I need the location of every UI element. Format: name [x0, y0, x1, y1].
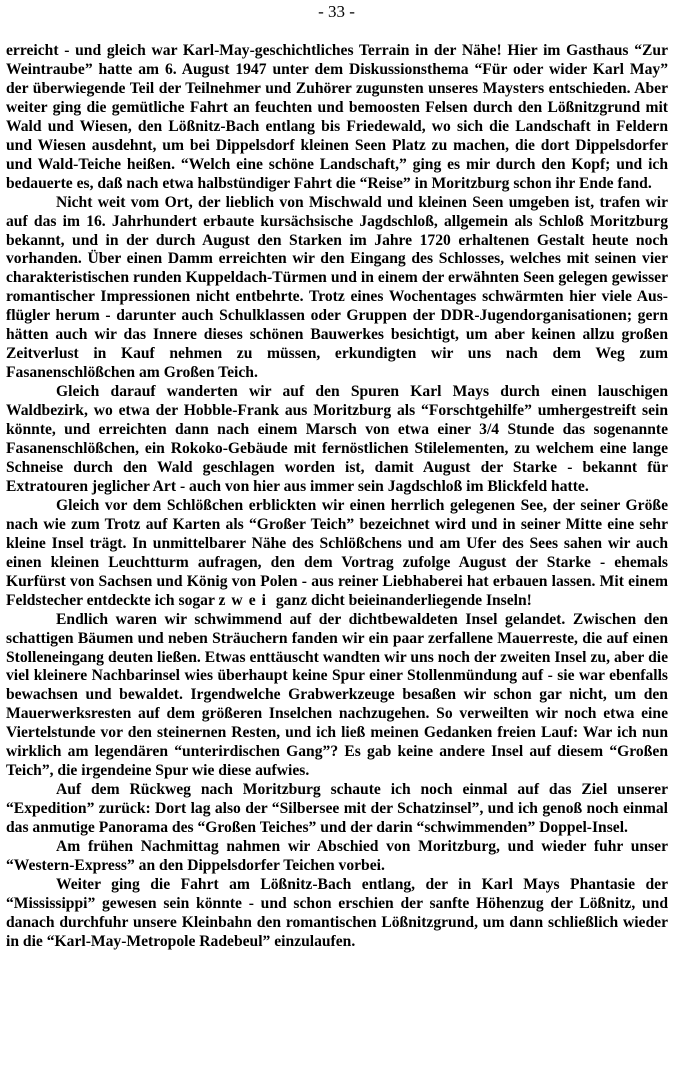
- paragraph-2: Nicht weit vom Ort, der lieblich von Mischwald und kleinen Seen umgeben ist, trafen wir auf das im 16. Jahrhundert erbaute kursächsische Jagdschloß, allgemein als Schloß Moritzburg bekannt, und in der durch August den Starken im Jahre 1720 erhaltenen Gestalt heute noch vorhanden. Über einen Damm erreichten wir den Eingang des Schlosses, welches mit seinen vier charakteristischen runden Kuppeldach-Türmen und in einem der erwähnten Seen gelegen gewisser romantischer Impressionen nicht entbehrte. Trotz eines Wochentages schwärmten hier viele Ausflügler herum - darunter auch Schulklassen oder Gruppen der DDR-Jugendorganisationen; gern hätten auch wir das Innere dieses schönen Bauwerkes besichtigt, um aber keinen allzu großen Zeitverlust in Kauf nehmen zu müssen, erkundigten wir uns nach dem Weg zum Fasanenschlößchen am Großen Teich.: [6, 193, 668, 382]
- paragraph-6: Auf dem Rückweg nach Moritzburg schaute ich noch einmal auf das Ziel unserer “Expedition” zurück: Dort lag also der “Silbersee mit der Schatzinsel”, und ich genoß noch einmal das anmutige Panorama des “Großen Teiches” und der darin “schwimmenden” Doppel-Insel.: [6, 781, 668, 837]
- emphasized-word: zwei: [218, 591, 272, 609]
- paragraph-7: Am frühen Nachmittag nahmen wir Abschied von Moritzburg, und wieder fuhr unser “Western-Express” an den Dippelsdorfer Teichen vorbei.: [6, 838, 668, 874]
- paragraph-4: [6, 497, 668, 611]
- page-number: - 33 -: [318, 2, 355, 21]
- paragraph-1: erreicht - und gleich war Karl-May-geschichtliches Terrain in der Nähe! Hier im Gasthaus “Zur Weintraube” hatte am 6. August 1947 unter dem Diskussionsthema “Für oder wider Karl May” der überwiegende Teil der Teilnehmer und Zuhörer zugunsten unseres Maysters entschieden. Aber weiter ging die gemütliche Fahrt an feuchten und bemoosten Felsen durch den Lößnitzgrund mit Wald und Wiesen, den Lößnitz-Bach entlang bis Friedewald, wo sich die Landschaft in Feldern und Wiesen ausdehnt, um bei Dippelsdorf kleinen Seen Platz zu machen, die dort Dippelsdorfer und Wald-Teiche heißen. “Welch eine schöne Landschaft,” ging es mir durch den Kopf; und ich bedauerte es, daß nach etwa halbstündiger Fahrt die “Reise” in Moritzburg schon ihr Ende fand.: [6, 42, 668, 192]
- body-text: [6, 42, 668, 952]
- paragraph-4-end: ganz dicht beieinanderliegende Inseln!: [275, 591, 532, 609]
- paragraph-5: Endlich waren wir schwimmend auf der dichtbewaldeten Insel gelandet. Zwischen den schattigen Bäumen und neben Sträuchern fanden wir ein paar zerfallene Mauerreste, die auf einen Stolleneingang deuten ließen. Etwas enttäuscht wandten wir uns noch der zweiten Insel zu, aber die viel kleinere Nachbarinsel wies überhaupt keine Spur einer Stollenmündung auf - sie war ebenfalls bewachsen und bewaldet. Irgendwelche Grabwerkzeuge besaßen wir schon gar nicht, um den Mauerwerksresten auf dem größeren Inselchen nachzugehen. So verweilten wir noch etwa eine Viertelstunde vor den steinernen Resten, und ich ließ meinen Gedanken freien Lauf: War ich nun wirklich am legendären “unterirdischen Gang”? Es gab keine andere Insel auf diesem “Großen Teich”, die irgendeine Spur wie diese aufwies.: [6, 610, 668, 780]
- paragraph-4-text: Gleich vor dem Schlößchen erblickten wir einen herrlich gelegenen See, der seiner Größe nach wie zum Trotz auf Karten als “Großer Teich” bezeichnet wird und in seiner Mitte eine sehr kleine Insel trägt. In unmittelbarer Nähe des Schlößchens und am Ufer des Sees sahen wir auch einen kleinen Leuchtturm aufragen, den dem Vortrag zufolge August der Starke - ehemals Kurfürst von Sachsen und König von Polen - aus reiner Liebhaberei hat erbauen lassen. Mit einem Feldstecher entdeckte ich sogar: [6, 496, 668, 609]
- paragraph-8: Weiter ging die Fahrt am Lößnitz-Bach entlang, der in Karl Mays Phantasie der “Mississippi” gewesen sein könnte - und schon erschien der sanfte Höhenzug der Lößnitz, und danach durchfuhr unsere Kleinbahn den romantischen Lößnitzgrund, um dann schließlich wieder in die “Karl-May-Metropole Radebeul” einzulaufen.: [6, 875, 668, 950]
- paragraph-3: Gleich darauf wanderten wir auf den Spuren Karl Mays durch einen lauschigen Waldbezirk, wo etwa der Hobble-Frank aus Moritzburg als “Forschtgehilfe” umhergestreift sein könnte, und erreichten dann nach einem Marsch von etwa einer 3/4 Stunde das sogenannte Fasanenschlößchen, ein Rokoko-Gebäude mit fernöstlichen Stilelementen, zu welchem eine lange Schneise durch den Wald geschlagen worden ist, damit August der Starke - bekannt für Extratouren jeglicher Art - auch von hier aus immer sein Jagdschloß im Blickfeld hatte.: [6, 383, 668, 495]
